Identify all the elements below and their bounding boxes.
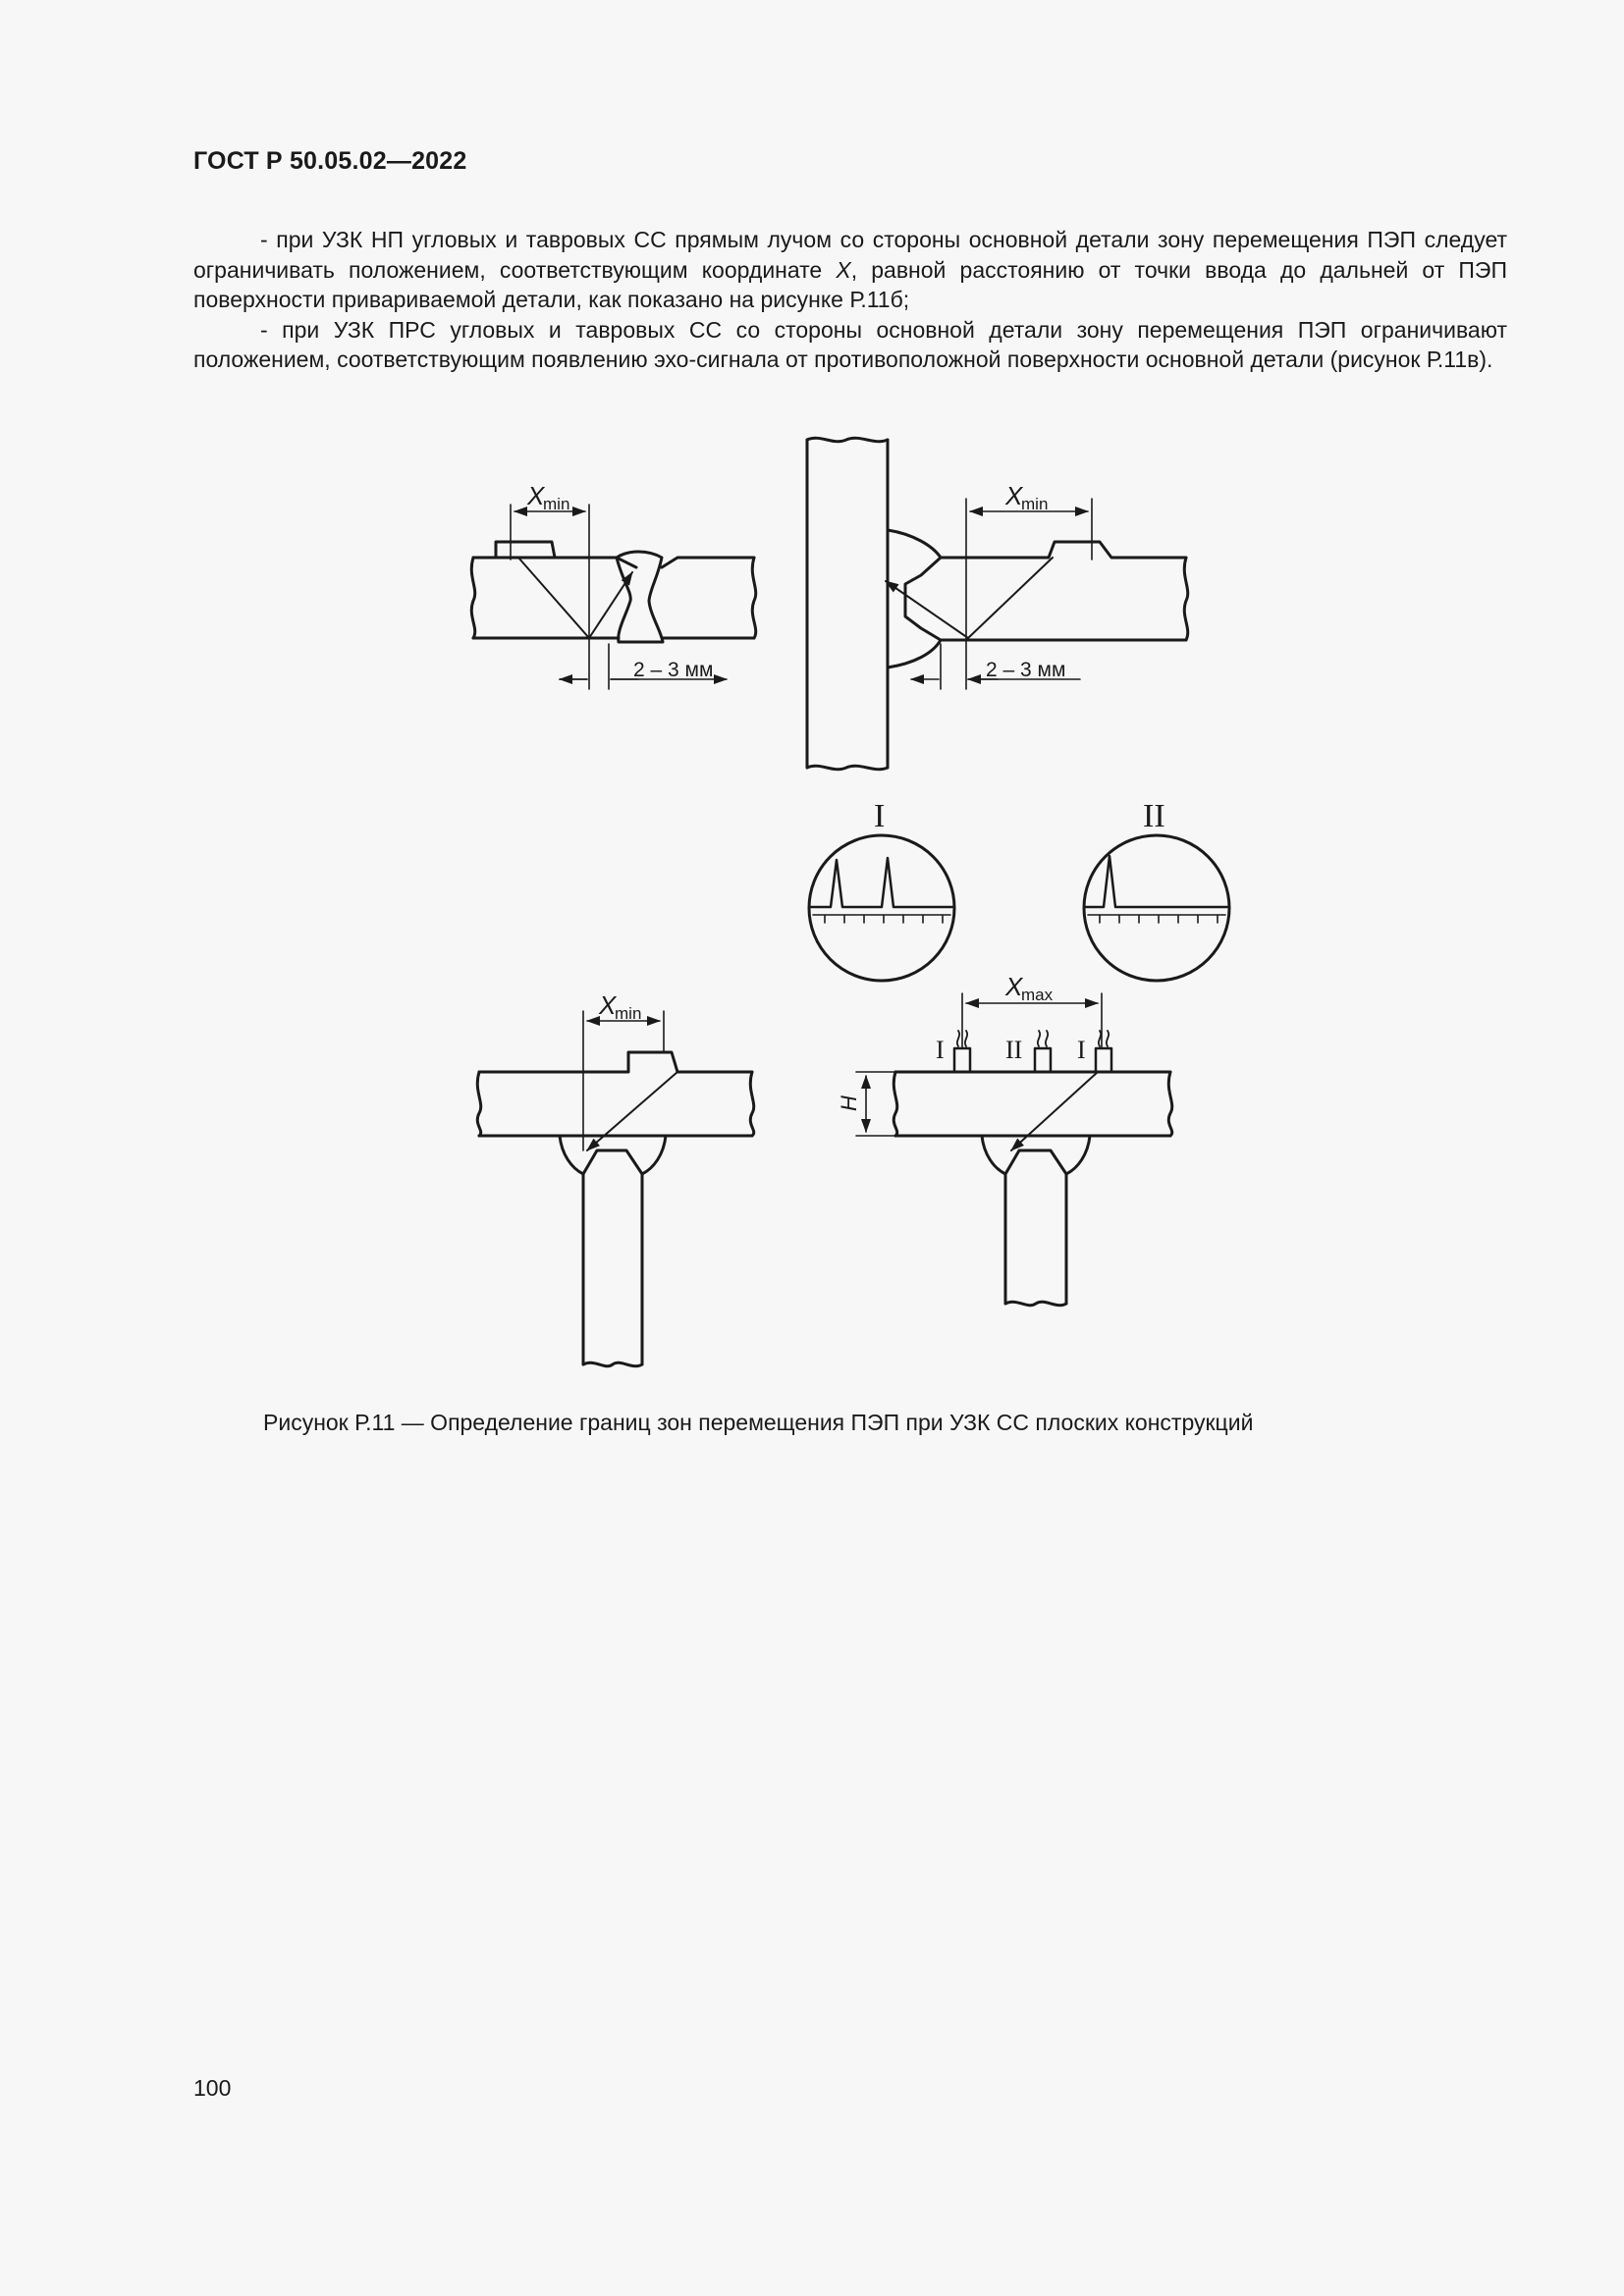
vertical-break-bottom [583,1362,642,1365]
vertical-plate-edges [1005,1174,1066,1304]
figure-caption: Рисунок Р.11 — Определение границ зон перемещения ПЭП при УЗК СС плоских конструкций [263,1410,1254,1435]
plate-break-right [750,1072,753,1136]
page-number: 100 [193,2075,232,2101]
extension-lines [583,1011,664,1150]
fillet-welds [982,1136,1090,1174]
probe-label-2: II [1005,1036,1023,1064]
xmax-label-symbol: X [1005,972,1023,1001]
diagram-t-joint-vertical [807,438,1188,769]
h-extension-lines [856,1072,893,1136]
paragraph-2: - при УЗК ПРС угловых и тавровых СС со стороны основной детали зону перемещения ПЭП ограничивают положением, соответствующим появлению эхо-сигнала от противоположной поверхности основной детали (рисунок Р.11в). [193,316,1507,372]
fillet-welds [888,530,941,667]
vertical-break-top [807,438,888,441]
document-header: ГОСТ Р 50.05.02—2022 [193,147,467,175]
extension-lines [511,505,589,689]
probe-label-1: I [936,1036,945,1064]
plate-break-left [893,1072,896,1136]
ultrasonic-beam [886,558,1053,638]
xmin-label-c-symbol: X [599,990,617,1020]
plate-break-right [1168,1072,1171,1136]
scope-screen-2 [1084,835,1229,981]
xmax-label-sub: max [1021,986,1054,1004]
probe-label-3: I [1077,1036,1086,1064]
xmin-label-c-sub: min [615,1004,642,1023]
ultrasonic-beam [1011,1072,1098,1150]
weld-bead [617,552,663,642]
plate-break-left [471,558,474,638]
h-label: H [837,1095,861,1111]
horizontal-break-right [1184,558,1187,640]
scope-screen-1 [809,835,954,981]
scope-label-1: I [874,798,886,834]
xmin-label-b-symbol: X [1005,481,1023,510]
horizontal-plate-top [941,542,1186,558]
scope-label-2: II [1143,798,1165,834]
plate-top-edge [473,558,754,567]
plate-break-right [752,558,755,638]
paragraph-1-text-b: , равной расстоянию от точки ввода до дальней от ПЭП поверхности привариваемой детали, как показано на рисунке Р.11б; [193,256,1507,312]
probe-1 [954,1048,970,1072]
gap-label-a: 2 – 3 мм [633,659,714,681]
xmin-label-b-sub: min [1021,495,1049,513]
ultrasonic-beam [518,558,632,638]
probe [496,542,555,558]
xmin-label-a-symbol: X [527,481,545,510]
fillet-welds [560,1136,666,1174]
vertical-plate-edges [583,1174,642,1364]
plate-top-edge [479,1052,752,1072]
diagram-t-joint-top [477,1011,753,1366]
plate-break-left [477,1072,480,1136]
probe-2 [1035,1048,1051,1072]
paragraph-1-text-a: - при УЗК НП угловых и тавровых СС прямым лучом со стороны основной детали зону перемещения ПЭП следует ограничивать положением, соответствующим координате [193,227,1507,283]
vertical-plate-edges [807,440,888,768]
xmin-label-a-sub: min [543,495,570,513]
gap-label-b: 2 – 3 мм [986,659,1066,681]
paragraph-1-italic: X [836,256,851,283]
vertical-break-bottom [1005,1302,1066,1305]
vertical-break-bottom [807,766,888,769]
probe-3 [1096,1048,1111,1072]
